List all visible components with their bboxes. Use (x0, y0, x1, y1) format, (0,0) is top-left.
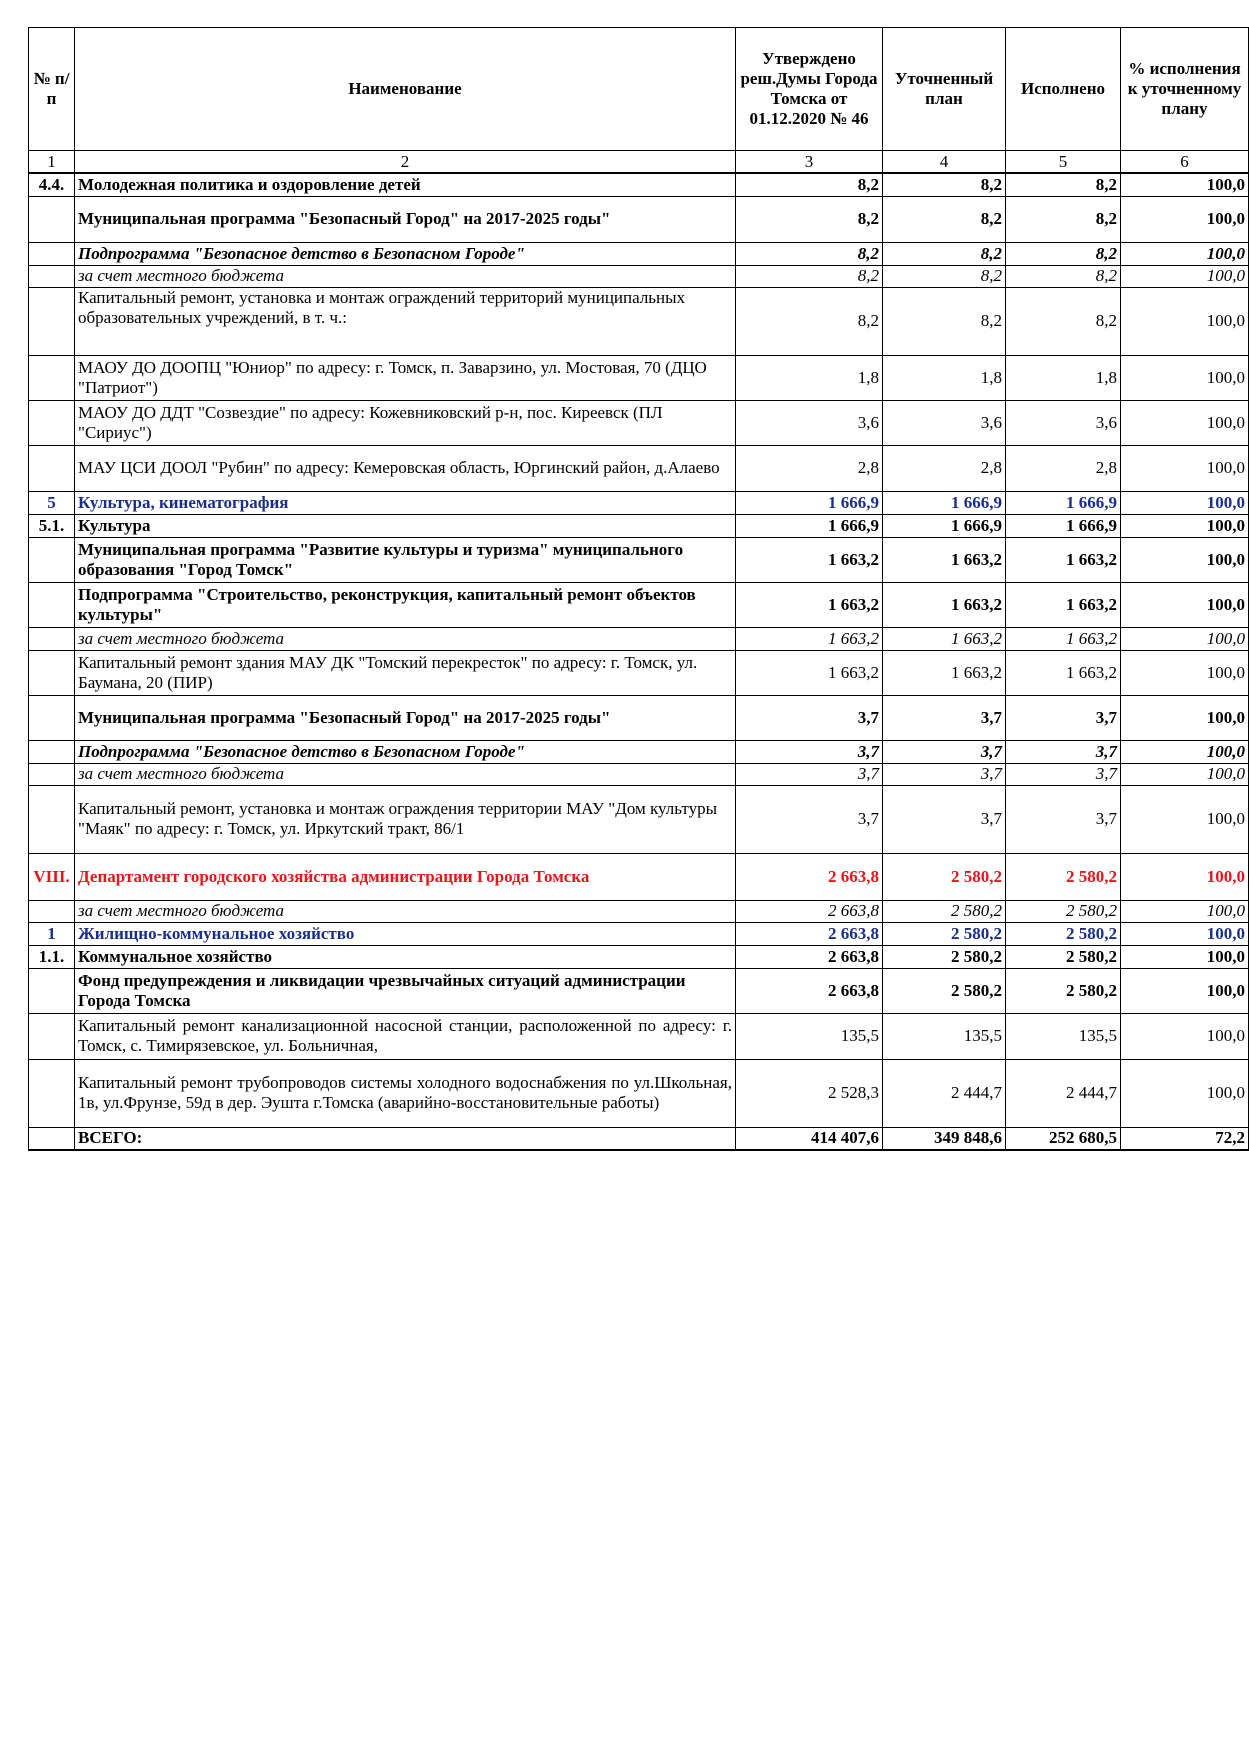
row-code: VIII. (29, 853, 75, 900)
refined-plan-value: 2 580,2 (883, 900, 1006, 922)
row-name: Коммунальное хозяйство (75, 945, 736, 968)
table-row (29, 287, 1249, 355)
percent-value: 100,0 (1121, 945, 1249, 968)
executed-value: 2 580,2 (1006, 922, 1121, 945)
row-code (29, 196, 75, 242)
table-row (29, 400, 1249, 445)
executed-value: 2,8 (1006, 445, 1121, 491)
percent-value: 100,0 (1121, 491, 1249, 514)
executed-value: 3,7 (1006, 785, 1121, 853)
percent-value: 100,0 (1121, 763, 1249, 785)
approved-value: 3,7 (736, 695, 883, 740)
row-name: Молодежная политика и оздоровление детей (75, 173, 736, 196)
table-row (29, 695, 1249, 740)
approved-value: 2 528,3 (736, 1059, 883, 1127)
table-row (29, 763, 1249, 785)
executed-value: 3,7 (1006, 740, 1121, 763)
row-code (29, 400, 75, 445)
approved-value: 3,6 (736, 400, 883, 445)
table-row (29, 853, 1249, 900)
executed-value: 2 580,2 (1006, 945, 1121, 968)
percent-value: 100,0 (1121, 355, 1249, 400)
percent-value: 100,0 (1121, 900, 1249, 922)
refined-plan-value: 2 580,2 (883, 853, 1006, 900)
percent-value: 72,2 (1121, 1127, 1249, 1150)
percent-value: 100,0 (1121, 514, 1249, 537)
percent-value: 100,0 (1121, 400, 1249, 445)
approved-value: 3,7 (736, 740, 883, 763)
percent-value: 100,0 (1121, 196, 1249, 242)
percent-value: 100,0 (1121, 922, 1249, 945)
row-name: Жилищно-коммунальное хозяйство (75, 922, 736, 945)
approved-value: 2 663,8 (736, 945, 883, 968)
approved-value: 8,2 (736, 265, 883, 287)
table-row (29, 922, 1249, 945)
table-row (29, 785, 1249, 853)
row-name: Капитальный ремонт здания МАУ ДК "Томский перекресток" по адресу: г. Томск, ул. Баумана, 20 (ПИР) (75, 650, 736, 695)
row-code (29, 537, 75, 582)
percent-value: 100,0 (1121, 968, 1249, 1013)
table-row (29, 582, 1249, 627)
percent-value: 100,0 (1121, 242, 1249, 265)
table-row (29, 900, 1249, 922)
table-row (29, 514, 1249, 537)
row-name: МАОУ ДО ДДТ "Созвездие" по адресу: Кожевниковский р-н, пос. Киреевск (ПЛ "Сириус") (75, 400, 736, 445)
row-code: 5 (29, 491, 75, 514)
refined-plan-value: 2 580,2 (883, 922, 1006, 945)
percent-value: 100,0 (1121, 740, 1249, 763)
header-refined-plan: Уточненный план (883, 28, 1006, 151)
approved-value: 2 663,8 (736, 900, 883, 922)
executed-value: 2 580,2 (1006, 900, 1121, 922)
column-index: 1 (29, 151, 75, 174)
row-name: ВСЕГО: (75, 1127, 736, 1150)
executed-value: 3,7 (1006, 695, 1121, 740)
percent-value: 100,0 (1121, 650, 1249, 695)
row-code (29, 763, 75, 785)
executed-value: 1 663,2 (1006, 537, 1121, 582)
refined-plan-value: 8,2 (883, 196, 1006, 242)
refined-plan-value: 135,5 (883, 1013, 1006, 1059)
refined-plan-value: 8,2 (883, 173, 1006, 196)
header-row (29, 28, 1249, 151)
percent-value: 100,0 (1121, 537, 1249, 582)
refined-plan-value: 349 848,6 (883, 1127, 1006, 1150)
executed-value: 8,2 (1006, 265, 1121, 287)
refined-plan-value: 2 580,2 (883, 945, 1006, 968)
percent-value: 100,0 (1121, 582, 1249, 627)
row-code (29, 355, 75, 400)
table-row (29, 537, 1249, 582)
row-name: за счет местного бюджета (75, 627, 736, 650)
approved-value: 3,7 (736, 763, 883, 785)
table-row (29, 491, 1249, 514)
executed-value: 1 666,9 (1006, 514, 1121, 537)
row-code (29, 287, 75, 355)
column-index: 2 (75, 151, 736, 174)
header-percent: % исполнения к уточненному плану (1121, 28, 1249, 151)
executed-value: 1 663,2 (1006, 627, 1121, 650)
row-code (29, 695, 75, 740)
refined-plan-value: 1 663,2 (883, 537, 1006, 582)
table-row (29, 242, 1249, 265)
executed-value: 8,2 (1006, 242, 1121, 265)
percent-value: 100,0 (1121, 1013, 1249, 1059)
row-code (29, 968, 75, 1013)
executed-value: 8,2 (1006, 287, 1121, 355)
row-name: Капитальный ремонт канализационной насосной станции, расположенной по адресу: г. Томск, с. Тимирязевское, ул. Больничная, (75, 1013, 736, 1059)
approved-value: 1 663,2 (736, 582, 883, 627)
executed-value: 135,5 (1006, 1013, 1121, 1059)
refined-plan-value: 1 663,2 (883, 627, 1006, 650)
refined-plan-value: 3,7 (883, 695, 1006, 740)
executed-value: 1 666,9 (1006, 491, 1121, 514)
refined-plan-value: 1 666,9 (883, 491, 1006, 514)
approved-value: 1 663,2 (736, 537, 883, 582)
table-row (29, 627, 1249, 650)
table-row (29, 740, 1249, 763)
approved-value: 3,7 (736, 785, 883, 853)
row-name: Капитальный ремонт, установка и монтаж ограждений территорий муниципальных образовательных учреждений, в т. ч.: (75, 287, 736, 355)
table-row (29, 173, 1249, 196)
row-code (29, 582, 75, 627)
percent-value: 100,0 (1121, 173, 1249, 196)
row-name: за счет местного бюджета (75, 763, 736, 785)
refined-plan-value: 8,2 (883, 265, 1006, 287)
approved-value: 2 663,8 (736, 853, 883, 900)
table-row (29, 355, 1249, 400)
refined-plan-value: 3,7 (883, 785, 1006, 853)
percent-value: 100,0 (1121, 785, 1249, 853)
row-code: 1 (29, 922, 75, 945)
executed-value: 2 444,7 (1006, 1059, 1121, 1127)
percent-value: 100,0 (1121, 853, 1249, 900)
row-name: Подпрограмма "Безопасное детство в Безопасном Городе" (75, 242, 736, 265)
approved-value: 135,5 (736, 1013, 883, 1059)
row-name: Муниципальная программа "Безопасный Город" на 2017-2025 годы" (75, 695, 736, 740)
refined-plan-value: 8,2 (883, 287, 1006, 355)
row-name: Подпрограмма "Строительство, реконструкция, капитальный ремонт объектов культуры" (75, 582, 736, 627)
refined-plan-value: 8,2 (883, 242, 1006, 265)
row-name: за счет местного бюджета (75, 265, 736, 287)
table-row (29, 650, 1249, 695)
approved-value: 1,8 (736, 355, 883, 400)
row-code (29, 785, 75, 853)
column-index: 3 (736, 151, 883, 174)
row-name: за счет местного бюджета (75, 900, 736, 922)
approved-value: 8,2 (736, 173, 883, 196)
row-name: Культура (75, 514, 736, 537)
percent-value: 100,0 (1121, 445, 1249, 491)
row-name: МАОУ ДО ДООПЦ "Юниор" по адресу: г. Томск, п. Заварзино, ул. Мостовая, 70 (ДЦО "Патриот") (75, 355, 736, 400)
row-name: Муниципальная программа "Развитие культуры и туризма" муниципального образования "Город Томск" (75, 537, 736, 582)
column-index: 4 (883, 151, 1006, 174)
approved-value: 8,2 (736, 196, 883, 242)
approved-value: 8,2 (736, 287, 883, 355)
percent-value: 100,0 (1121, 287, 1249, 355)
row-code (29, 1013, 75, 1059)
executed-value: 252 680,5 (1006, 1127, 1121, 1150)
executed-value: 3,6 (1006, 400, 1121, 445)
refined-plan-value: 3,7 (883, 740, 1006, 763)
budget-execution-table (28, 27, 1249, 1151)
executed-value: 1,8 (1006, 355, 1121, 400)
header-name: Наименование (75, 28, 736, 151)
row-name: Муниципальная программа "Безопасный Город" на 2017-2025 годы" (75, 196, 736, 242)
column-index: 6 (1121, 151, 1249, 174)
header-executed: Исполнено (1006, 28, 1121, 151)
executed-value: 8,2 (1006, 196, 1121, 242)
table-row (29, 445, 1249, 491)
percent-value: 100,0 (1121, 265, 1249, 287)
approved-value: 1 663,2 (736, 627, 883, 650)
executed-value: 8,2 (1006, 173, 1121, 196)
row-name: Подпрограмма "Безопасное детство в Безопасном Городе" (75, 740, 736, 763)
approved-value: 2,8 (736, 445, 883, 491)
header-approved: Утверждено реш.Думы Города Томска от 01.12.2020 № 46 (736, 28, 883, 151)
table-row (29, 968, 1249, 1013)
approved-value: 8,2 (736, 242, 883, 265)
row-name: Капитальный ремонт трубопроводов системы холодного водоснабжения по ул.Школьная, 1в, ул.Фрунзе, 59д в дер. Эушта г.Томска (аварийно-восстановительные работы) (75, 1059, 736, 1127)
percent-value: 100,0 (1121, 627, 1249, 650)
approved-value: 1 666,9 (736, 491, 883, 514)
row-name: МАУ ЦСИ ДООЛ "Рубин" по адресу: Кемеровская область, Юргинский район, д.Алаево (75, 445, 736, 491)
row-code (29, 740, 75, 763)
header-number: № п/п (29, 28, 75, 151)
table-row (29, 1127, 1249, 1150)
refined-plan-value: 1,8 (883, 355, 1006, 400)
row-code (29, 265, 75, 287)
column-index-row (29, 151, 1249, 174)
approved-value: 1 666,9 (736, 514, 883, 537)
approved-value: 2 663,8 (736, 922, 883, 945)
row-code (29, 242, 75, 265)
column-index: 5 (1006, 151, 1121, 174)
approved-value: 414 407,6 (736, 1127, 883, 1150)
executed-value: 2 580,2 (1006, 853, 1121, 900)
row-code (29, 650, 75, 695)
row-code (29, 1127, 75, 1150)
row-code: 4.4. (29, 173, 75, 196)
approved-value: 2 663,8 (736, 968, 883, 1013)
approved-value: 1 663,2 (736, 650, 883, 695)
row-name: Культура, кинематография (75, 491, 736, 514)
refined-plan-value: 3,7 (883, 763, 1006, 785)
executed-value: 3,7 (1006, 763, 1121, 785)
row-code: 5.1. (29, 514, 75, 537)
percent-value: 100,0 (1121, 695, 1249, 740)
refined-plan-value: 1 666,9 (883, 514, 1006, 537)
row-code (29, 627, 75, 650)
table-row (29, 265, 1249, 287)
row-code (29, 1059, 75, 1127)
table-row (29, 1059, 1249, 1127)
executed-value: 1 663,2 (1006, 582, 1121, 627)
row-code (29, 445, 75, 491)
row-name: Фонд предупреждения и ликвидации чрезвычайных ситуаций администрации Города Томска (75, 968, 736, 1013)
table-row (29, 196, 1249, 242)
refined-plan-value: 1 663,2 (883, 650, 1006, 695)
row-code: 1.1. (29, 945, 75, 968)
refined-plan-value: 2 580,2 (883, 968, 1006, 1013)
refined-plan-value: 3,6 (883, 400, 1006, 445)
refined-plan-value: 2,8 (883, 445, 1006, 491)
table-row (29, 945, 1249, 968)
row-name: Капитальный ремонт, установка и монтаж ограждения территории МАУ "Дом культуры "Маяк" по адресу: г. Томск, ул. Иркутский тракт, 86/1 (75, 785, 736, 853)
refined-plan-value: 2 444,7 (883, 1059, 1006, 1127)
executed-value: 1 663,2 (1006, 650, 1121, 695)
refined-plan-value: 1 663,2 (883, 582, 1006, 627)
table-row (29, 1013, 1249, 1059)
percent-value: 100,0 (1121, 1059, 1249, 1127)
executed-value: 2 580,2 (1006, 968, 1121, 1013)
row-name: Департамент городского хозяйства администрации Города Томска (75, 853, 736, 900)
row-code (29, 900, 75, 922)
